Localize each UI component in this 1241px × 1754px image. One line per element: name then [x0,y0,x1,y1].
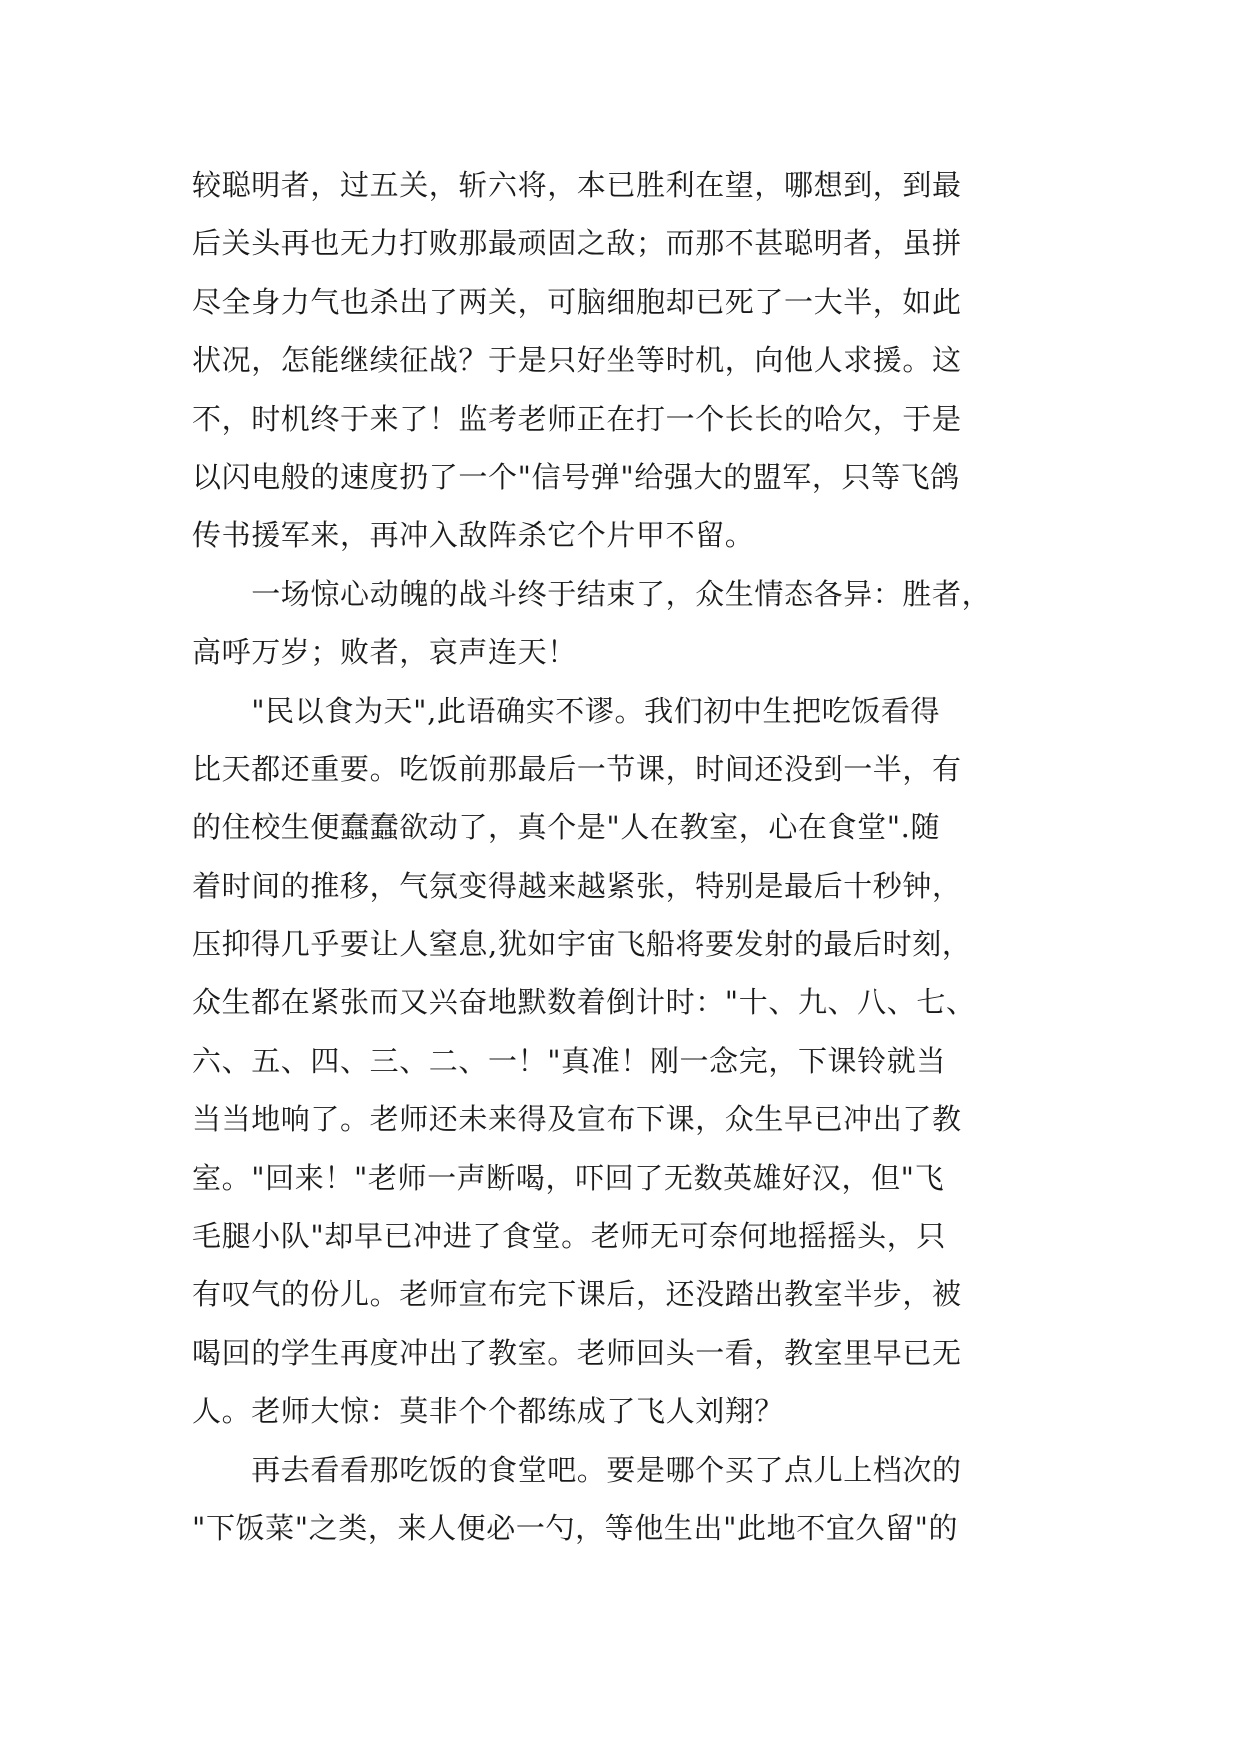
text-line: 喝回的学生再度冲出了教室。老师回头一看，教室里早已无 [192,1335,962,1370]
text-line: 人。老师大惊：莫非个个都练成了飞人刘翔？ [192,1394,785,1429]
text-line: 毛腿小队"却早已冲进了食堂。老师无可奈何地摇摇头，只 [192,1219,946,1254]
text-line: 以闪电般的速度扔了一个"信号弹"给强大的盟军，只等飞鸽 [192,459,960,494]
text-line: 状况，怎能继续征战？于是只好坐等时机，向他人求援。这 [192,343,962,378]
text-line: 众生都在紧张而又兴奋地默数着倒计时："十、九、八、七、 [192,985,976,1020]
text-line: 高呼万岁；败者，哀声连天！ [192,635,577,670]
text-line: 压抑得几乎要让人窒息,犹如宇宙飞船将要发射的最后时刻， [192,927,972,962]
text-line: 六、五、四、三、二、一！"真准！刚一念完，下课铃就当 [192,1043,946,1078]
text-line: 再去看看那吃饭的食堂吧。要是哪个买了点儿上档次的 [192,1452,962,1487]
text-line: 室。"回来！"老师一声断喝，吓回了无数英雄好汉，但"飞 [192,1160,945,1195]
text-line: 较聪明者，过五关，斩六将，本已胜利在望，哪想到，到最 [192,168,962,202]
text-line: "民以食为天",此语确实不谬。我们初中生把吃饭看得 [192,693,941,728]
text-line: 有叹气的份儿。老师宣布完下课后，还没踏出教室半步，被 [192,1277,962,1312]
body-text [192,156,1072,1557]
text-line: 的住校生便蠢蠢欲动了，真个是"人在教室，心在食堂".随 [192,810,941,845]
text-line: 一场惊心动魄的战斗终于结束了，众生情态各异：胜者， [192,576,992,611]
text-line: 后关头再也无力打败那最顽固之敌；而那不甚聪明者，虽拼 [192,226,962,261]
text-line: 传书援军来，再冲入敌阵杀它个片甲不留。 [192,518,755,553]
text-line: 尽全身力气也杀出了两关，可脑细胞却已死了一大半，如此 [192,284,962,319]
text-line: 着时间的推移，气氛变得越来越紧张，特别是最后十秒钟， [192,868,962,903]
text-line: 不，时机终于来了！监考老师正在打一个长长的哈欠，于是 [192,401,962,436]
text-line: 比天都还重要。吃饭前那最后一节课，时间还没到一半，有 [192,751,962,786]
text-line: 当当地响了。老师还未来得及宣布下课，众生早已冲出了教 [192,1102,962,1137]
text-line: "下饭菜"之类，来人便必一勺，等他生出"此地不宜久留"的 [192,1510,959,1545]
